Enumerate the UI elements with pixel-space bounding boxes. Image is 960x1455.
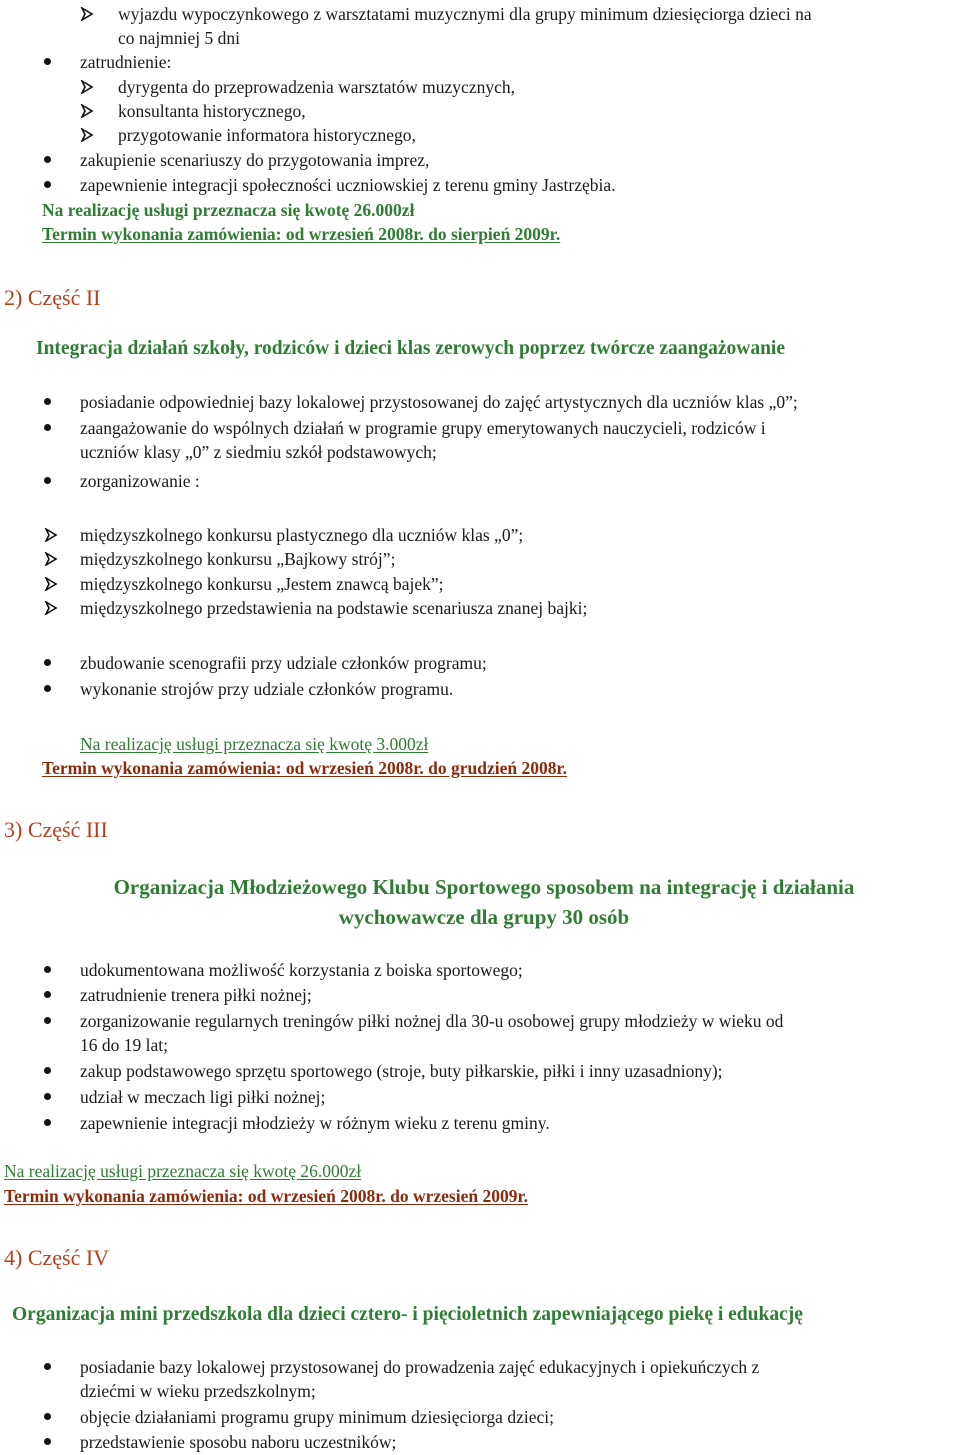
list-item: udział w meczach ligi piłki nożnej; bbox=[80, 1087, 326, 1107]
completion-term: Termin wykonania zamówienia: od wrzesień 2008r. do wrzesień 2009r. bbox=[4, 1186, 529, 1206]
arrow-bullet-icon bbox=[44, 552, 58, 566]
bullet-icon bbox=[44, 1119, 51, 1126]
bullet-icon bbox=[44, 1438, 51, 1445]
list-item: zbudowanie scenografii przy udziale członków programu; bbox=[80, 653, 487, 673]
budget-amount: Na realizację usługi przeznacza się kwotę 3.000zł bbox=[80, 734, 429, 754]
section-heading: 4) Część IV bbox=[4, 1245, 110, 1270]
arrow-bullet-icon bbox=[80, 80, 94, 94]
list-item: posiadanie odpowiedniej bazy lokalowej przystosowanej do zajęć artystycznych dla uczniów klas „0”; bbox=[80, 392, 798, 412]
bullet-icon bbox=[44, 991, 51, 998]
list-item: przygotowanie informatora historycznego, bbox=[118, 125, 416, 145]
list-item-continuation: 16 do 19 lat; bbox=[80, 1035, 168, 1055]
bullet-icon bbox=[44, 1363, 51, 1370]
list-item: międzyszkolnego konkursu plastycznego dla uczniów klas „0”; bbox=[80, 525, 524, 545]
list-item: wykonanie strojów przy udziale członków programu. bbox=[80, 679, 454, 699]
bullet-icon bbox=[44, 685, 51, 692]
list-item: zakup podstawowego sprzętu sportowego (stroje, buty piłkarskie, piłki i inny uzasadniony); bbox=[80, 1061, 723, 1081]
list-item: zaangażowanie do wspólnych działań w programie grupy emerytowanych nauczycieli, rodziców i bbox=[80, 418, 766, 438]
list-item: dyrygenta do przeprowadzenia warsztatów muzycznych, bbox=[118, 77, 515, 97]
arrow-bullet-icon bbox=[44, 601, 58, 615]
list-item: objęcie działaniami programu grupy minimum dziesięciorga dzieci; bbox=[80, 1407, 554, 1427]
section-title-continuation: wychowawcze dla grupy 30 osób bbox=[338, 905, 630, 929]
budget-amount: Na realizację usługi przeznacza się kwotę 26.000zł bbox=[4, 1161, 362, 1181]
list-item: zakupienie scenariuszy do przygotowania imprez, bbox=[80, 150, 430, 170]
bullet-icon bbox=[44, 477, 51, 484]
list-item: międzyszkolnego przedstawienia na podstawie scenariusza znanej bajki; bbox=[80, 598, 588, 618]
bullet-icon bbox=[44, 424, 51, 431]
bullet-icon bbox=[44, 1093, 51, 1100]
list-item: wyjazdu wypoczynkowego z warsztatami muzycznymi dla grupy minimum dziesięciorga dzieci na bbox=[118, 4, 812, 24]
bullet-icon bbox=[44, 1067, 51, 1074]
list-item: międzyszkolnego konkursu „Bajkowy strój”; bbox=[80, 549, 396, 569]
arrow-bullet-icon bbox=[80, 7, 94, 21]
bullet-icon bbox=[44, 1017, 51, 1024]
section-title: Integracja działań szkoły, rodziców i dzieci klas zerowych poprzez twórcze zaangażowanie bbox=[36, 338, 785, 359]
bullet-icon bbox=[44, 659, 51, 666]
bullet-icon bbox=[44, 1413, 51, 1420]
section-title: Organizacja mini przedszkola dla dzieci cztero- i pięcioletnich zapewniającego piekę i edukację bbox=[12, 1304, 803, 1325]
completion-term: Termin wykonania zamówienia: od wrzesień 2008r. do grudzień 2008r. bbox=[42, 758, 568, 778]
list-item: posiadanie bazy lokalowej przystosowanej do prowadzenia zajęć edukacyjnych i opiekuńczych z bbox=[80, 1357, 760, 1377]
list-item: zorganizowanie regularnych treningów piłki nożnej dla 30-u osobowej grupy młodzieży w wieku od bbox=[80, 1011, 784, 1031]
list-item: zapewnienie integracji społeczności uczniowskiej z terenu gminy Jastrzębia. bbox=[80, 175, 616, 195]
list-item: międzyszkolnego konkursu „Jestem znawcą bajek”; bbox=[80, 574, 444, 594]
list-item: konsultanta historycznego, bbox=[118, 101, 306, 121]
list-item: przedstawienie sposobu naboru uczestników; bbox=[80, 1432, 397, 1452]
bullet-icon bbox=[44, 156, 51, 163]
arrow-bullet-icon bbox=[44, 577, 58, 591]
arrow-bullet-icon bbox=[44, 528, 58, 542]
bullet-icon bbox=[44, 58, 51, 65]
list-item: udokumentowana możliwość korzystania z boiska sportowego; bbox=[80, 960, 523, 980]
arrow-bullet-icon bbox=[80, 104, 94, 118]
section-heading: 3) Część III bbox=[4, 817, 108, 842]
list-item-continuation: dziećmi w wieku przedszkolnym; bbox=[80, 1381, 316, 1401]
completion-term: Termin wykonania zamówienia: od wrzesień 2008r. do sierpień 2009r. bbox=[42, 224, 561, 244]
list-item: zatrudnienie: bbox=[80, 52, 172, 72]
bullet-icon bbox=[44, 966, 51, 973]
section-heading: 2) Część II bbox=[4, 285, 101, 310]
list-item: zapewnienie integracji młodzieży w różnym wieku z terenu gminy. bbox=[80, 1113, 550, 1133]
section-title: Organizacja Młodzieżowego Klubu Sportowego sposobem na integrację i działania bbox=[113, 875, 855, 899]
list-item: zorganizowanie : bbox=[80, 471, 200, 491]
bullet-icon bbox=[44, 181, 51, 188]
list-item-continuation: uczniów klasy „0” z siedmiu szkół podstawowych; bbox=[80, 442, 437, 462]
budget-amount: Na realizację usługi przeznacza się kwotę 26.000zł bbox=[42, 200, 415, 220]
bullet-icon bbox=[44, 398, 51, 405]
list-item-continuation: co najmniej 5 dni bbox=[118, 28, 240, 48]
list-item: zatrudnienie trenera piłki nożnej; bbox=[80, 985, 312, 1005]
arrow-bullet-icon bbox=[80, 128, 94, 142]
